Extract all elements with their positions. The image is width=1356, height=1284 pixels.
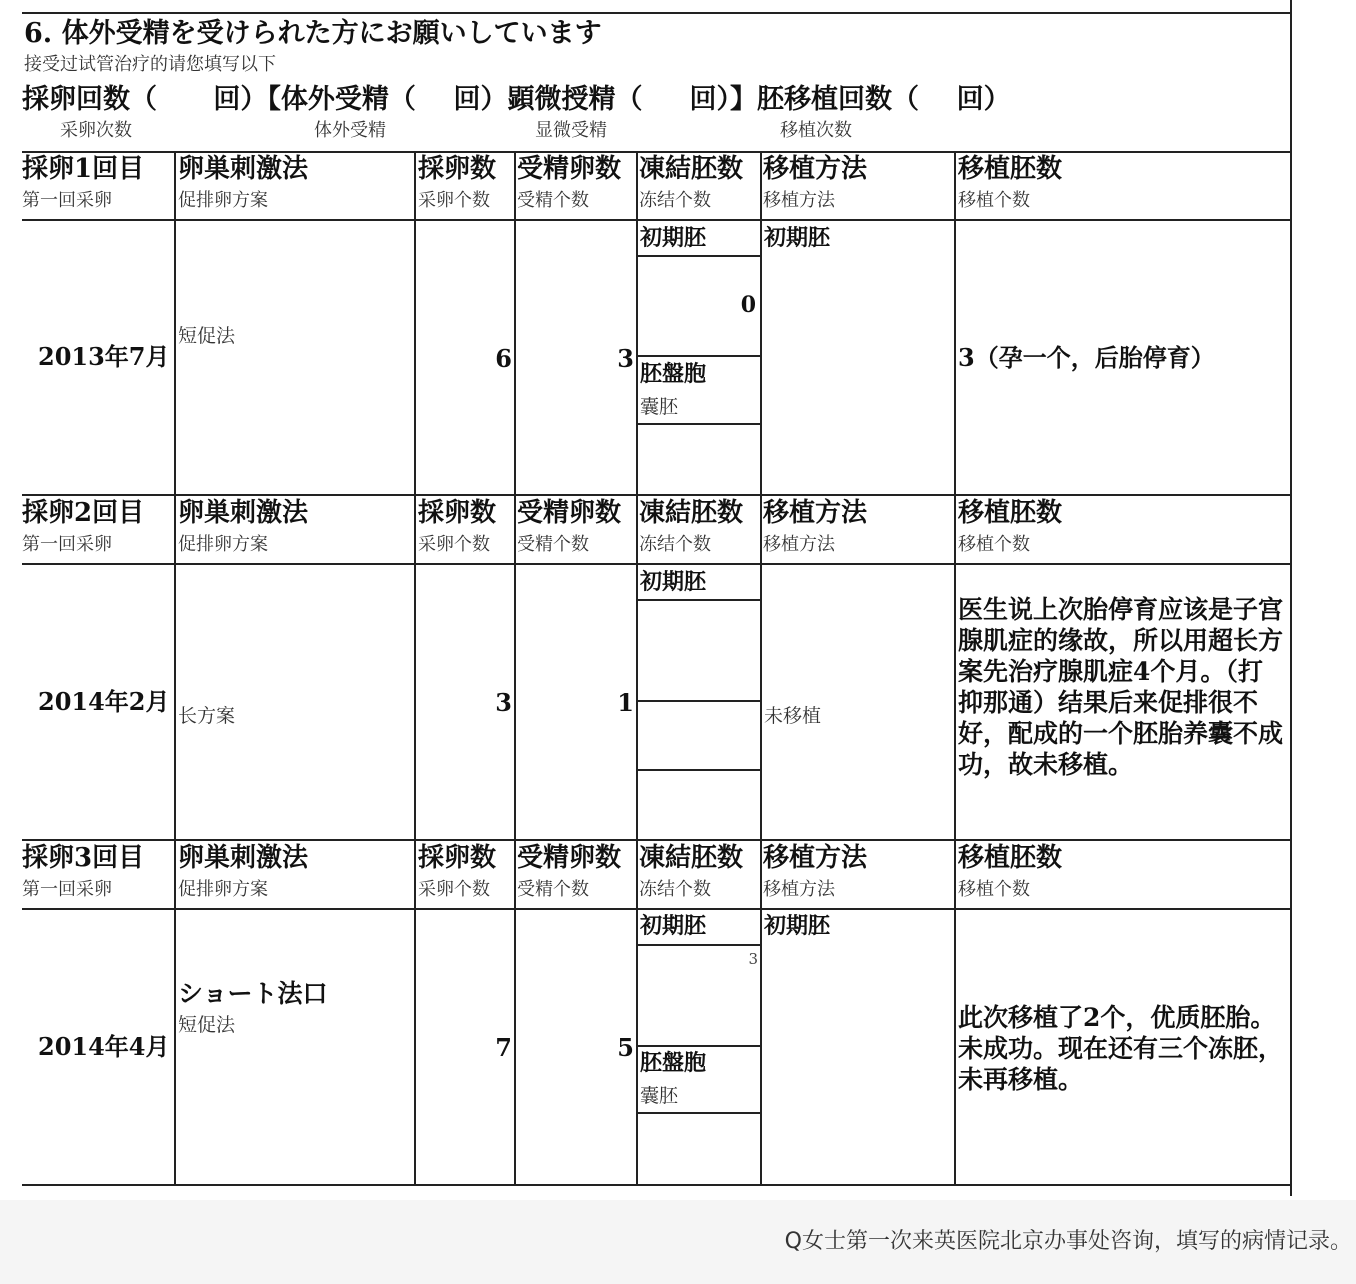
counts-line: 採卵回数（ 回）【体外受精（ 回）顕微授精（ 回）】胚移植回数（ 回） [22, 84, 1011, 115]
round-method: 未移植 [764, 705, 822, 727]
header-fert: 受精卵数 [517, 498, 622, 528]
frozen-early-value: 3 [748, 950, 758, 968]
round-fert: 3 [617, 344, 634, 373]
header-count: 移植胚数 [958, 154, 1063, 184]
round-stim: 长方案 [178, 705, 236, 727]
header-stim: 卵巣刺激法 [178, 843, 309, 873]
frozen-blast-sub: 囊胚 [640, 1085, 679, 1107]
header-frozen-sub: 冻结个数 [639, 190, 711, 211]
round-label-sub: 第一回采卵 [22, 879, 112, 900]
frozen-blast-label: 胚盤胞 [640, 1050, 707, 1076]
form-right-border [1290, 0, 1292, 1196]
header-method: 移植方法 [763, 498, 868, 528]
form-bottom-border [22, 1184, 1292, 1186]
header-stim-sub: 促排卵方案 [178, 879, 268, 900]
round-eggs: 3 [495, 688, 512, 717]
header-eggs-sub: 采卵个数 [418, 879, 490, 900]
header-count-sub: 移植个数 [958, 190, 1030, 211]
form-section-subtitle: 接受过试管治疗的请您填写以下 [24, 54, 276, 75]
header-stim: 卵巣刺激法 [178, 154, 309, 184]
frozen-early-label: 初期胚 [640, 913, 707, 939]
round-label-sub: 第一回采卵 [22, 534, 112, 555]
header-eggs-sub: 采卵个数 [418, 534, 490, 555]
round-eggs: 7 [495, 1033, 512, 1062]
header-fert-sub: 受精个数 [517, 879, 589, 900]
header-frozen: 凍結胚数 [639, 843, 744, 873]
frozen-blast-label: 胚盤胞 [640, 361, 707, 387]
header-method-sub: 移植方法 [763, 879, 835, 900]
round-date: 2014年4月 [38, 1032, 170, 1061]
header-frozen: 凍結胚数 [639, 498, 744, 528]
round-label: 採卵1回目 [22, 154, 145, 184]
form-section-title: 6. 体外受精を受けられた方にお願いしています [24, 18, 602, 49]
round-transfer: 此次移植了2个，优质胚胎。未成功。现在还有三个冻胚，未再移植。 [958, 1003, 1284, 1094]
header-fert: 受精卵数 [517, 154, 622, 184]
round-label-sub: 第一回采卵 [22, 190, 112, 211]
round-method: 初期胚 [764, 225, 831, 251]
header-stim: 卵巣刺激法 [178, 498, 309, 528]
round-method: 初期胚 [764, 913, 831, 939]
frozen-early-value: 0 [740, 292, 756, 318]
round-fert: 1 [617, 688, 634, 717]
header-fert-sub: 受精个数 [517, 534, 589, 555]
round-stim: ショート法口 [178, 979, 328, 1008]
header-count: 移植胚数 [958, 843, 1063, 873]
round-fert: 5 [617, 1033, 634, 1062]
header-eggs-sub: 采卵个数 [418, 190, 490, 211]
round-transfer: 3（孕一个，后胎停育） [958, 343, 1215, 372]
counts-sub-transfer: 移植次数 [780, 120, 852, 141]
round-label: 採卵2回目 [22, 498, 145, 528]
counts-sub-icsi: 显微受精 [535, 120, 607, 141]
header-eggs: 採卵数 [418, 843, 497, 873]
header-stim-sub: 促排卵方案 [178, 534, 268, 555]
round-transfer: 医生说上次胎停育应该是子宫腺肌症的缘故，所以用超长方案先治疗腺肌症4个月。（打抑那通）结果后来促排很不好，配成的一个胚胎养囊不成功，故未移植。 [958, 595, 1284, 779]
header-method: 移植方法 [763, 154, 868, 184]
round-stim: 短促法 [178, 325, 236, 347]
round-eggs: 6 [495, 344, 512, 373]
header-method-sub: 移植方法 [763, 190, 835, 211]
frozen-early-label: 初期胚 [640, 569, 707, 595]
header-count: 移植胚数 [958, 498, 1063, 528]
header-count-sub: 移植个数 [958, 879, 1030, 900]
counts-sub-retrieval: 采卵次数 [60, 120, 132, 141]
frozen-early-label: 初期胚 [640, 225, 707, 251]
header-frozen-sub: 冻结个数 [639, 879, 711, 900]
round-date: 2013年7月 [38, 342, 170, 371]
header-eggs: 採卵数 [418, 154, 497, 184]
header-frozen-sub: 冻结个数 [639, 534, 711, 555]
header-eggs: 採卵数 [418, 498, 497, 528]
header-method: 移植方法 [763, 843, 868, 873]
header-method-sub: 移植方法 [763, 534, 835, 555]
round-label: 採卵3回目 [22, 843, 145, 873]
header-fert: 受精卵数 [517, 843, 622, 873]
header-count-sub: 移植个数 [958, 534, 1030, 555]
header-fert-sub: 受精个数 [517, 190, 589, 211]
header-stim-sub: 促排卵方案 [178, 190, 268, 211]
form-top-border [22, 12, 1292, 14]
round-stim-sub: 短促法 [178, 1014, 236, 1036]
frozen-blast-sub: 囊胚 [640, 396, 679, 418]
counts-sub-ivf: 体外受精 [314, 120, 386, 141]
round-date: 2014年2月 [38, 687, 170, 716]
header-frozen: 凍結胚数 [639, 154, 744, 184]
image-caption: Q女士第一次来英医院北京办事处咨询，填写的病情记录。 [784, 1229, 1352, 1254]
